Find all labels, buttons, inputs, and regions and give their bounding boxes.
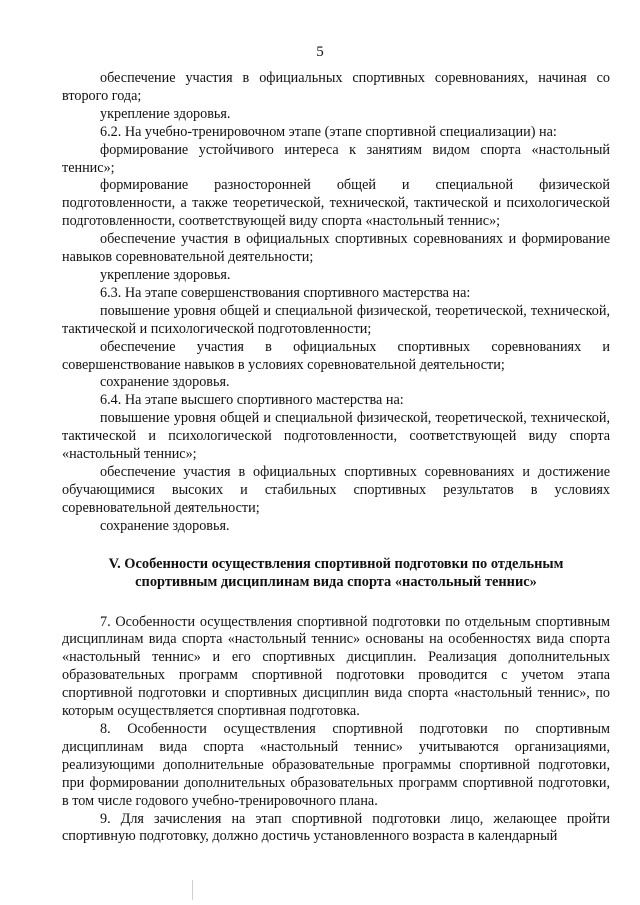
paragraph: формирование устойчивого интереса к занятиям видом спорта «настольный теннис»; [62, 141, 610, 176]
paragraph: сохранение здоровья. [100, 517, 230, 534]
paragraph: обеспечение участия в официальных спортивных соревнованиях, начиная со второго года; [62, 70, 610, 104]
section-heading-line: V. Особенности осуществления спортивной подготовки по отдельным [108, 555, 564, 572]
paragraph: обеспечение участия в официальных спортивных соревнованиях и совершенствование навыков в условиях соревновательной деятельности; [62, 338, 610, 373]
paragraph: обеспечение участия в официальных спортивных соревнованиях и формирование навыков соревновательной деятельности; [62, 231, 610, 266]
paragraph: 6.2. На учебно-тренировочном этапе (этапе спортивной специализации) на: [100, 123, 557, 140]
paragraph: 9. Для зачисления на этап спортивной подготовки лицо, желающее пройти спортивную подготовку, должно достичь установленного возраста в календарный [62, 810, 610, 845]
paragraph: формирование разносторонней общей и специальной физической подготовленности, а также теоретической, технической, тактической и психологической подготовленности, соответствующей виду спорта «настольный теннис»; [62, 177, 610, 230]
document-body [62, 70, 610, 846]
paragraph: укрепление здоровья. [100, 266, 231, 283]
paragraph: 6.4. На этапе высшего спортивного мастерства на: [100, 392, 404, 409]
section-heading-line: спортивным дисциплинам вида спорта «настольный теннис» [135, 573, 537, 590]
paragraph: укрепление здоровья. [100, 105, 231, 122]
paragraph: повышение уровня общей и специальной физической, теоретической, технической, тактической и психологической подготовленности; [62, 302, 610, 337]
section-heading [62, 555, 610, 591]
paragraph: обеспечение участия в официальных спортивных соревнованиях и достижение обучающимися высоких и стабильных спортивных результатов в условиях соревновательной деятельности; [62, 463, 610, 516]
page-number: 5 [316, 44, 324, 60]
paragraph: 8. Особенности осуществления спортивной подготовки по спортивным дисциплинам вида спорта «настольный теннис» учитываются организациями, реализующими дополнительные образовательные программы спортивной подготовки, при формировании дополнительных образовательных программ спортивной подготовки, в том числе годового учебно-тренировочного плана. [62, 721, 610, 809]
paragraph: повышение уровня общей и специальной физической, теоретической, технической, тактической и психологической подготовленности, соответствующей виду спорта «настольный теннис»; [62, 410, 610, 463]
scan-mark [192, 880, 193, 900]
paragraph: сохранение здоровья. [100, 374, 230, 391]
paragraph: 6.3. На этапе совершенствования спортивного мастерства на: [100, 284, 471, 301]
paragraph: 7. Особенности осуществления спортивной подготовки по отдельным спортивным дисциплинам вида спорта «настольный теннис» основаны на особенностях вида спорта «настольный теннис» и его спортивных дисциплин. Реализация дополнительных образовательных программ спортивной подготовки проводится с учетом этапа спортивной подготовки и спортивных дисциплин вида спорта «настольный теннис», по которым осуществляется спортивная подготовка. [62, 613, 610, 720]
